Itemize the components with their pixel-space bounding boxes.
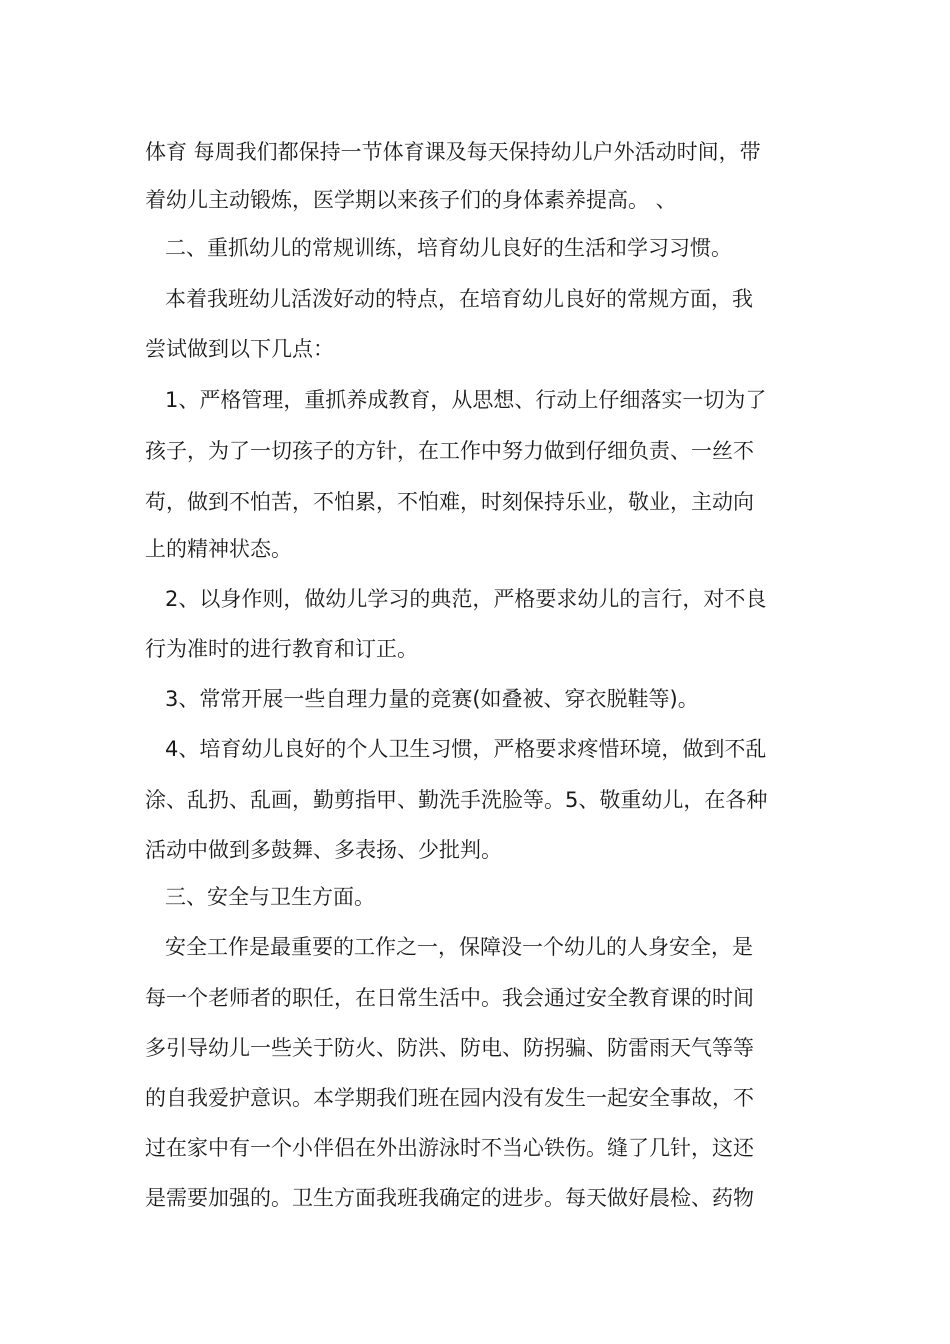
text-line: 尝试做到以下几点：	[145, 337, 334, 361]
text-line: 每一个老师者的职任，在日常生活中。我会通过安全教育课的时间	[145, 986, 754, 1010]
text-line: 行为准时的进行教育和订正。	[145, 637, 418, 661]
text-line: 上的精神状态。	[145, 537, 292, 561]
text-line: 本着我班幼儿活泼好动的特点，在培育幼儿良好的常规方面，我	[165, 287, 753, 311]
text-line: 孩子，为了一切孩子的方针，在工作中努力做到仔细负责、一丝不	[145, 439, 754, 463]
list-item-1: 1、严格管理，重抓养成教育，从思想、行动上仔细落实一切为了	[165, 388, 767, 412]
text-line: 多引导幼儿一些关于防火、防洪、防电、防拐骗、防雷雨天气等等	[145, 1036, 754, 1060]
section-heading: 二、重抓幼儿的常规训练，培育幼儿良好的生活和学习习惯。	[165, 236, 732, 260]
text-line: 着幼儿主动锻炼，医学期以来孩子们的身体素养提高。 、	[145, 188, 677, 212]
list-item-3: 3、常常开展一些自理力量的竞赛(如叠被、穿衣脱鞋等)。	[165, 687, 699, 711]
text-line: 过在家中有一个小伴侣在外出游泳时不当心铁伤。缝了几针，这还	[145, 1136, 754, 1160]
list-item-4: 4、培育幼儿良好的个人卫生习惯，严格要求疼惜环境，做到不乱	[165, 737, 767, 761]
section-heading: 三、安全与卫生方面。	[165, 885, 375, 909]
text-line: 安全工作是最重要的工作之一，保障没一个幼儿的人身安全，是	[165, 935, 753, 959]
text-line: 活动中做到多鼓舞、多表扬、少批判。	[145, 838, 502, 862]
text-line: 体育 每周我们都保持一节体育课及每天保持幼儿户外活动时间，带	[145, 140, 761, 164]
text-line: 涂、乱扔、乱画，勤剪指甲、勤洗手洗脸等。5、敬重幼儿，在各种	[145, 788, 768, 812]
text-line: 苟，做到不怕苦，不怕累，不怕难，时刻保持乐业，敬业，主动向	[145, 490, 754, 514]
text-line: 的自我爱护意识。本学期我们班在园内没有发生一起安全事故，不	[145, 1086, 754, 1110]
list-item-2: 2、以身作则，做幼儿学习的典范，严格要求幼儿的言行，对不良	[165, 587, 767, 611]
text-line: 是需要加强的。卫生方面我班我确定的进步。每天做好晨检、药物	[145, 1186, 754, 1210]
